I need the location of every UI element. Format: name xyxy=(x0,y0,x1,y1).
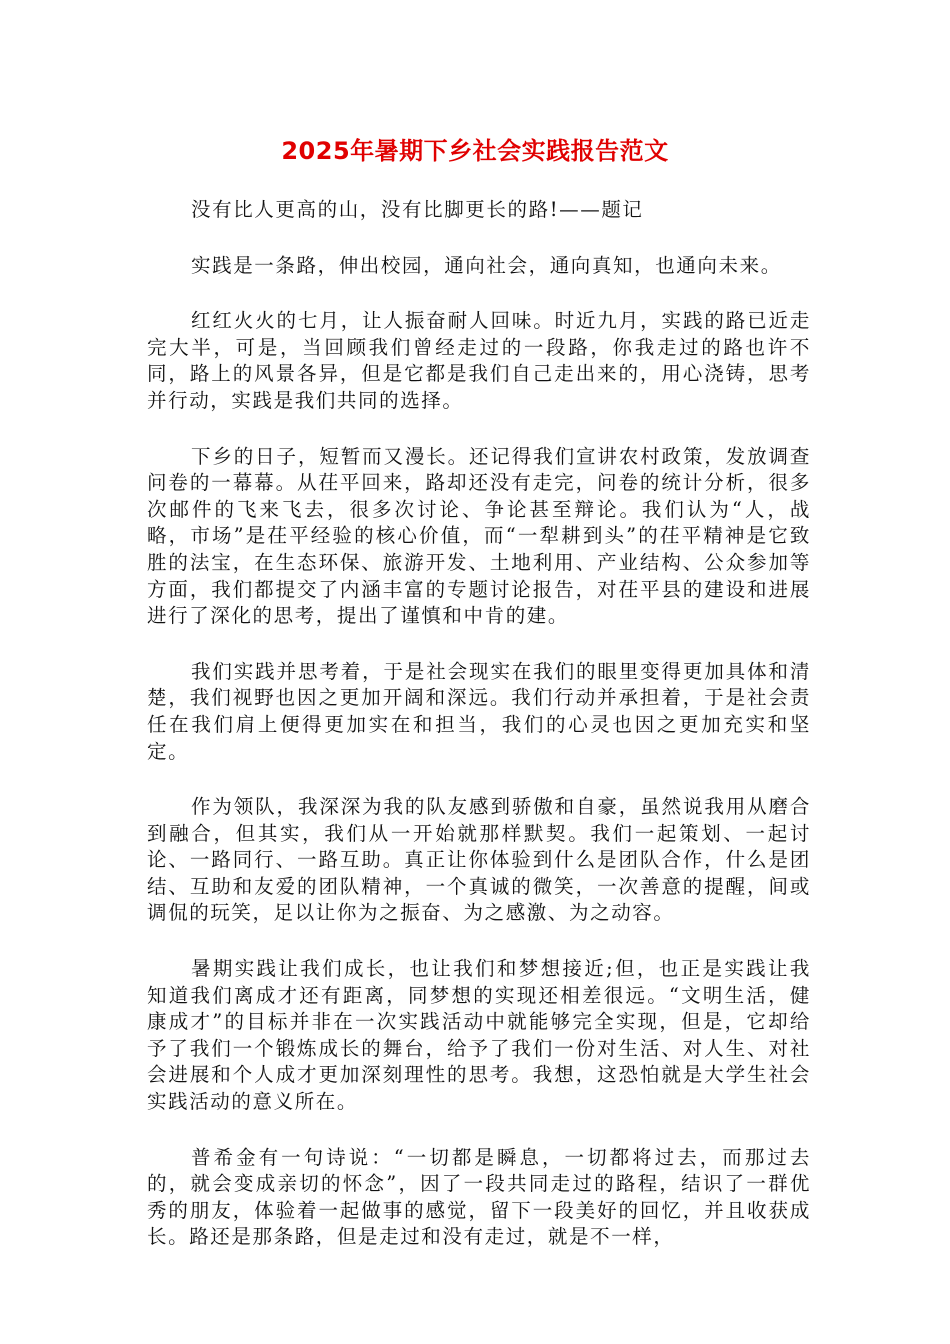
body-paragraph: 下乡的日子，短暂而又漫长。还记得我们宣讲农村政策，发放调查问卷的一幕幕。从茌平回来，路却还没有走完，问卷的统计分析，很多次邮件的飞来飞去，很多次讨论、争论甚至辩论。我们认为“人，战略，市场”是茌平经验的核心价值，而“一犁耕到头”的茌平精神是它致胜的法宝，在生态环保、旅游开发、土地利用、产业结构、公众参加等方面，我们都提交了内涵丰富的专题讨论报告，对茌平县的建设和进展进行了深化的思考，提出了谨慎和中肯的建。 xyxy=(147,444,811,628)
body-paragraph: 实践是一条路，伸出校园，通向社会，通向真知，也通向未来。 xyxy=(191,253,782,277)
body-paragraph: 我们实践并思考着，于是社会现实在我们的眼里变得更加具体和清楚，我们视野也因之更加开阔和深远。我们行动并承担着，于是社会责任在我们肩上便得更加实在和担当，我们的心灵也因之更加充实和坚定。 xyxy=(147,659,811,763)
body-paragraph: 红红火火的七月，让人振奋耐人回味。时近九月，实践的路已近走完大半，可是，当回顾我们曾经走过的一段路，你我走过的路也许不同，路上的风景各异，但是它都是我们自己走出来的，用心浇铸，思考并行动，实践是我们共同的选择。 xyxy=(147,309,811,412)
document-title: 2025年暑期下乡社会实践报告范文 xyxy=(281,137,669,165)
document-body xyxy=(147,197,811,1280)
body-paragraph: 作为领队，我深深为我的队友感到骄傲和自豪，虽然说我用从磨合到融合，但其实，我们从一开始就那样默契。我们一起策划、一起讨论、一路同行、一路互助。真正让你体验到什么是团队合作，什么是团结、互助和友爱的团队精神，一个真诚的微笑，一次善意的提醒，间或调侃的玩笑，足以让你为之振奋、为之感激、为之动容。 xyxy=(147,795,811,925)
body-paragraph: 普希金有一句诗说：“一切都是瞬息，一切都将过去，而那过去的，就会变成亲切的怀念”，因了一段共同走过的路程，结识了一群优秀的朋友，体验着一起做事的感觉，留下一段美好的回忆，并且收获成长。路还是那条路，但是走过和没有走过，就是不一样， xyxy=(147,1145,811,1249)
body-paragraph: 暑期实践让我们成长，也让我们和梦想接近;但，也正是实践让我知道我们离成才还有距离，同梦想的实现还相差很远。“文明生活，健康成才”的目标并非在一次实践活动中就能够完全实现，但是，它却给予了我们一个锻炼成长的舞台，给予了我们一份对生活、对人生、对社会进展和个人成才更加深刻理性的思考。我想，这恐怕就是大学生社会实践活动的意义所在。 xyxy=(147,957,811,1114)
epigraph-paragraph: 没有比人更高的山，没有比脚更长的路!——题记 xyxy=(191,198,644,221)
